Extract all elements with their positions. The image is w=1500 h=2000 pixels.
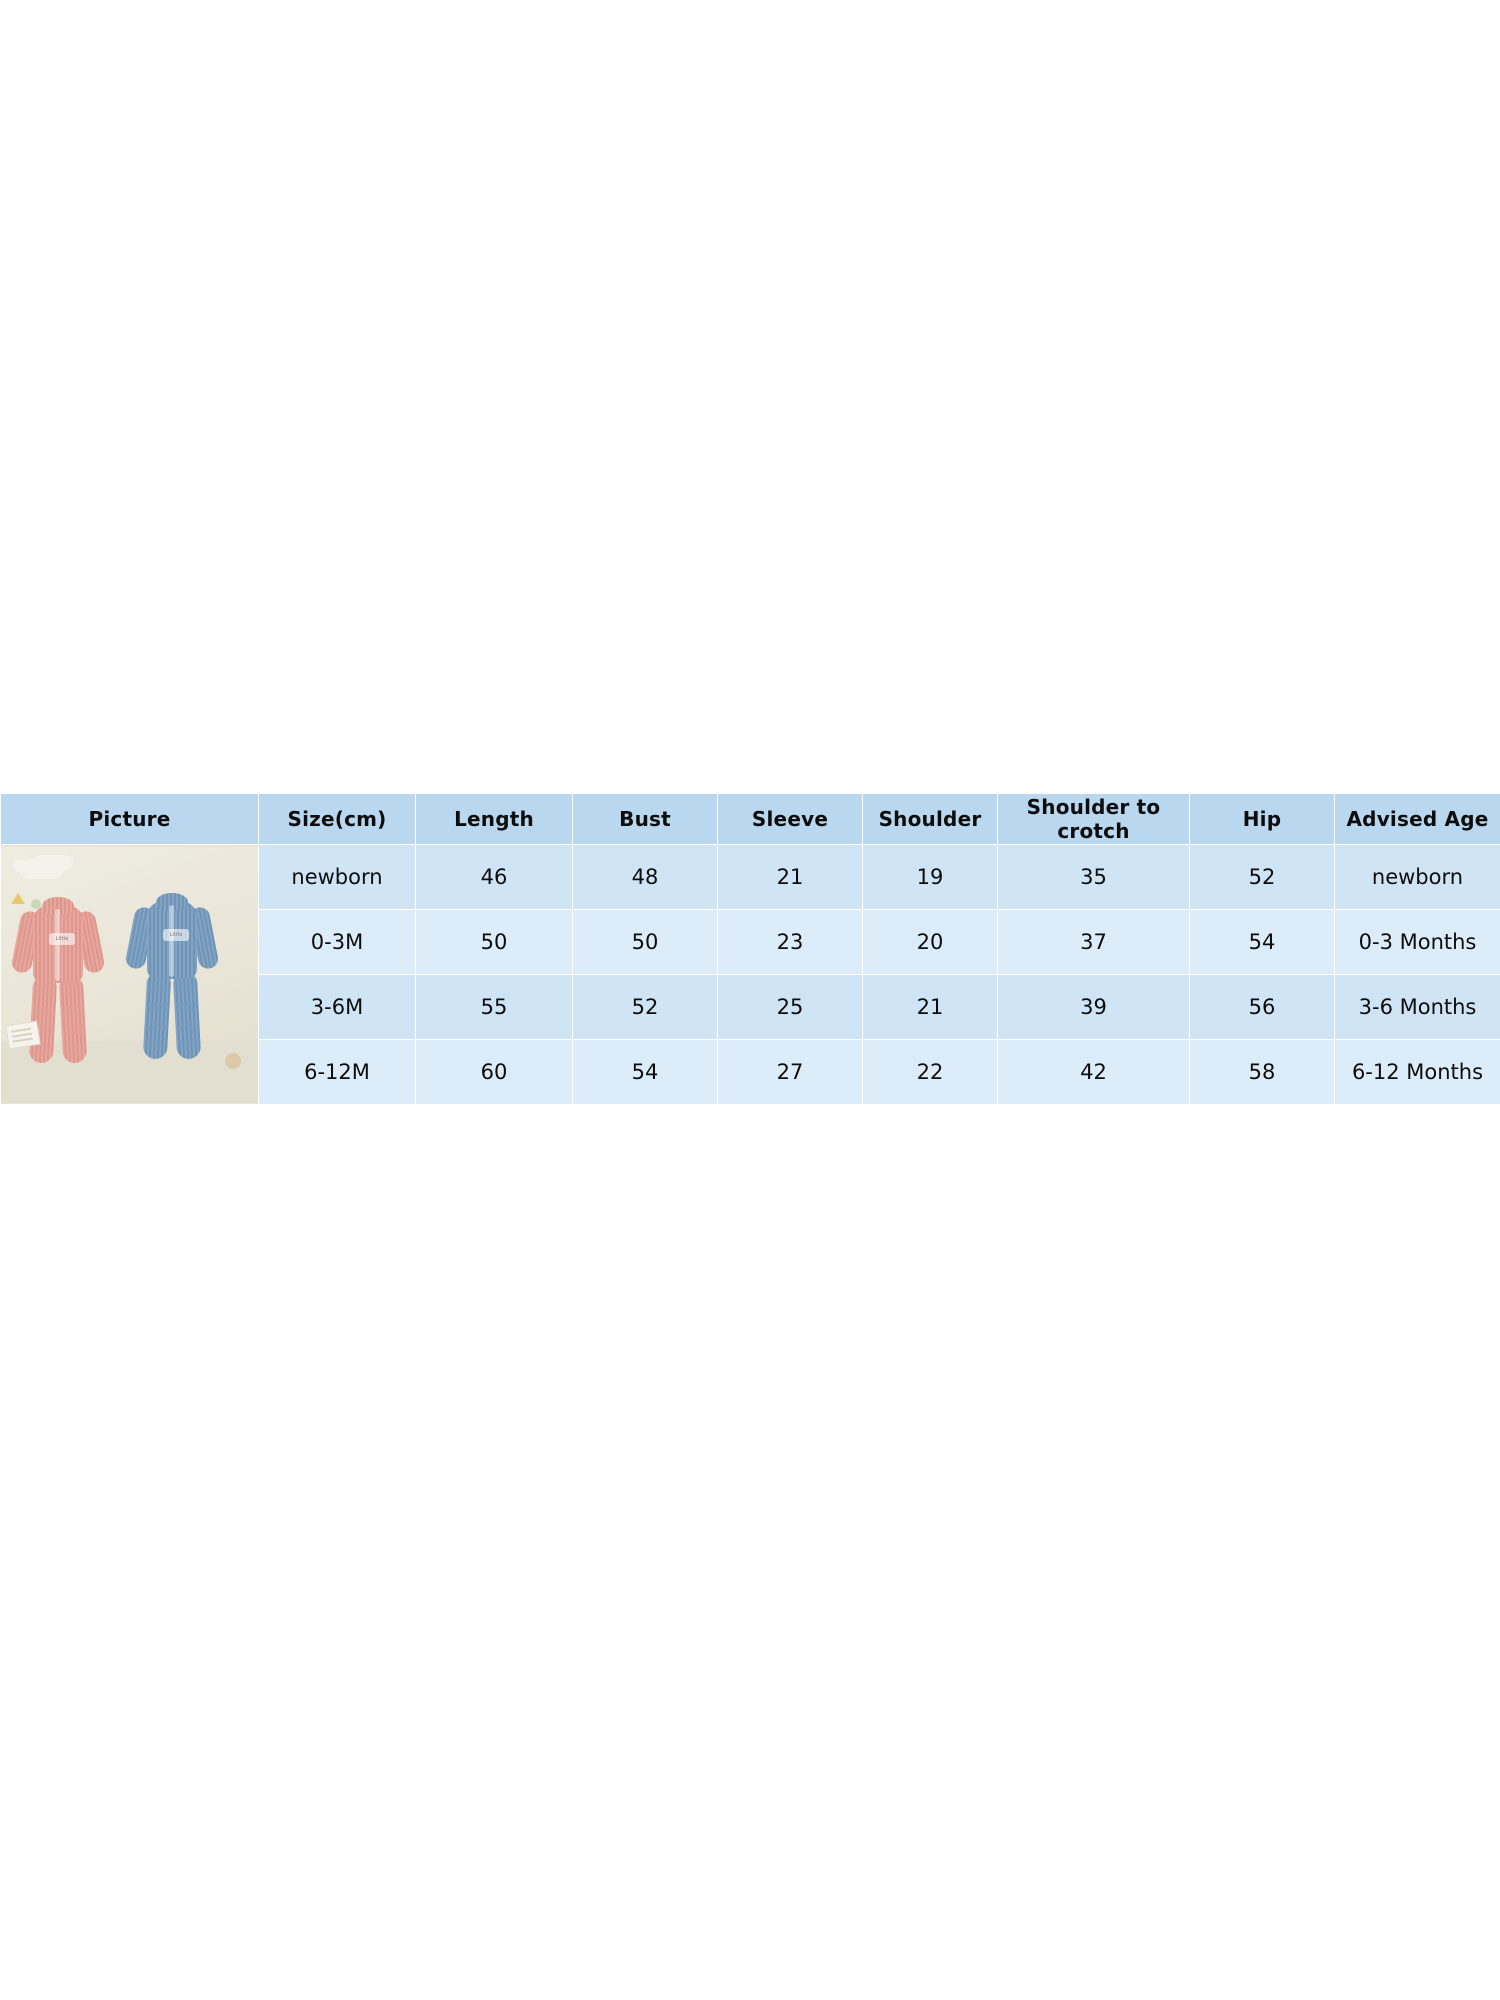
pink-placket xyxy=(55,909,60,981)
cell-bust: 50 xyxy=(573,910,718,975)
cell-shoulder: 21 xyxy=(863,975,998,1040)
cell-length: 50 xyxy=(416,910,573,975)
cell-length: 55 xyxy=(416,975,573,1040)
column-header-picture: Picture xyxy=(1,794,259,845)
product-photo xyxy=(1,847,258,1103)
column-header-sleeve: Sleeve xyxy=(718,794,863,845)
blue-chest-tag: Little xyxy=(163,929,189,941)
cell-advised-age: 6-12 Months xyxy=(1335,1040,1500,1105)
cell-size: 6-12M xyxy=(259,1040,416,1105)
column-header-size: Size(cm) xyxy=(259,794,416,845)
size-chart-table xyxy=(0,793,1500,1105)
ball-prop-icon xyxy=(225,1053,241,1069)
cell-length: 60 xyxy=(416,1040,573,1105)
pink-chest-tag: Little xyxy=(49,933,75,945)
cell-bust: 54 xyxy=(573,1040,718,1105)
cell-length: 46 xyxy=(416,845,573,910)
blue-romper-illustration xyxy=(129,883,215,1061)
blue-placket xyxy=(169,905,174,977)
table-row xyxy=(1,845,1500,910)
cell-shoulder-to-crotch: 35 xyxy=(998,845,1190,910)
cell-hip: 56 xyxy=(1190,975,1335,1040)
card-prop-icon xyxy=(5,1020,40,1049)
pink-leg-right xyxy=(59,976,87,1063)
cell-shoulder: 19 xyxy=(863,845,998,910)
cell-bust: 52 xyxy=(573,975,718,1040)
column-header-length: Length xyxy=(416,794,573,845)
cell-sleeve: 21 xyxy=(718,845,863,910)
pink-leg-left xyxy=(29,976,57,1063)
column-header-advised-age: Advised Age xyxy=(1335,794,1500,845)
column-header-shoulder-to-crotch: Shoulder to crotch xyxy=(998,794,1190,845)
table-header-row xyxy=(1,794,1500,845)
cell-advised-age: 0-3 Months xyxy=(1335,910,1500,975)
cell-bust: 48 xyxy=(573,845,718,910)
blue-leg-right xyxy=(173,972,201,1059)
blue-leg-left xyxy=(143,972,171,1059)
cell-hip: 58 xyxy=(1190,1040,1335,1105)
cell-sleeve: 23 xyxy=(718,910,863,975)
cell-size: newborn xyxy=(259,845,416,910)
cell-size: 3-6M xyxy=(259,975,416,1040)
cell-advised-age: 3-6 Months xyxy=(1335,975,1500,1040)
column-header-bust: Bust xyxy=(573,794,718,845)
size-chart-container xyxy=(0,793,1500,1105)
cell-sleeve: 27 xyxy=(718,1040,863,1105)
cell-hip: 54 xyxy=(1190,910,1335,975)
cell-advised-age: newborn xyxy=(1335,845,1500,910)
cell-shoulder-to-crotch: 39 xyxy=(998,975,1190,1040)
cell-shoulder: 20 xyxy=(863,910,998,975)
cell-shoulder: 22 xyxy=(863,1040,998,1105)
product-photo-cell xyxy=(1,845,259,1105)
cell-hip: 52 xyxy=(1190,845,1335,910)
column-header-shoulder: Shoulder xyxy=(863,794,998,845)
cloud-prop-icon xyxy=(19,859,63,879)
cell-shoulder-to-crotch: 37 xyxy=(998,910,1190,975)
cell-size: 0-3M xyxy=(259,910,416,975)
cell-sleeve: 25 xyxy=(718,975,863,1040)
column-header-hip: Hip xyxy=(1190,794,1335,845)
cell-shoulder-to-crotch: 42 xyxy=(998,1040,1190,1105)
